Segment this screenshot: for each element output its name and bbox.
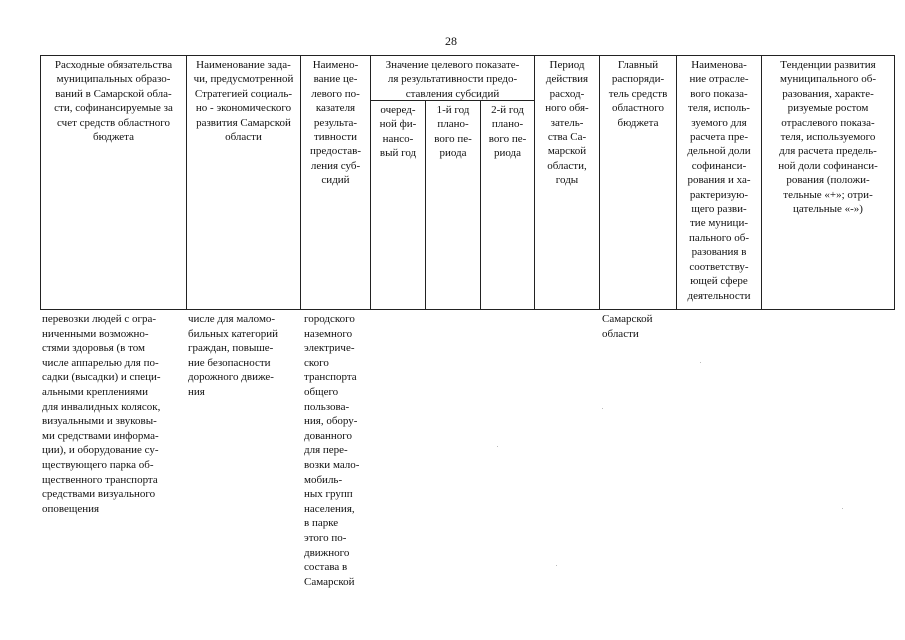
header-target-value-group: Значение целевого показате- ля результативности предо- ставления субсидий	[385, 59, 520, 100]
header-expense-obligations: Расходные обязательства муниципальных образо- ваний в Самарской обла- сти, софинансируемые за счет средств областного бюджета	[54, 59, 173, 144]
header-plan-year-2: 2-й год плано- вого пе- риода	[488, 104, 527, 160]
page-number: 28	[445, 34, 457, 48]
header-development-trends: Тенденции развития муниципального об- разования, характе- ризуемые ростом отраслевого показа- теля, используемого для расчета предель- ной доли софинанси- рования (положи- тельные «+»; отри- цательные «-»)	[778, 59, 878, 216]
header-indicator-name: Наимено- вание це- левого по- казателя результа- тивности предостав- ления суб- сидий	[309, 59, 362, 187]
header-plan-year-1: 1-й год плано- вого пе- риода	[434, 104, 472, 160]
scan-speck	[497, 446, 498, 447]
scan-speck	[700, 362, 701, 363]
scan-speck	[602, 408, 603, 409]
body-task-name: числе для маломо- бильных категорий граждан, повыше- ние безопасности дорожного движе- ния	[188, 313, 278, 398]
header-obligation-period: Период действия расход- ного обя- затель- ства Са- марской области, годы	[545, 59, 589, 187]
header-budget-manager: Главный распоряди- тель средств областного бюджета	[608, 59, 668, 129]
header-task-name: Наименование зада- чи, предусмотренной Стратегией социаль- но - экономического развития Самарской области	[193, 59, 294, 144]
scan-speck	[556, 565, 557, 566]
header-current-year: очеред- ной фи- нансо- вый год	[379, 104, 417, 160]
header-sector-indicator: Наименова- ние отрасле- вого показа- теля, исполь- зуемого для расчета пре- дельной доли софинанси- рования и ха- рактеризую- щего разви- тие муници- пального об- разования в соответству- ющей сфере деятельности	[687, 59, 751, 302]
body-indicator-name: городского наземного электриче- ского транспорта общего пользова- ния, обору- дованного для пере- возки мало- мобиль- ных групп населения, в парке этого по- движного состава в Самарской	[304, 313, 360, 588]
body-expense-obligations: перевозки людей с огра- ниченными возможно- стями здоровья (в том числе аппарелью для по- садки (высадки) и специ- альными креплениями для инвалидных колясок, визуальными и звуковы- ми средствами информа- ции), и оборудование су- ществующего парка об- щественного транспорта средствами визуального оповещения	[42, 313, 161, 515]
scan-speck	[842, 508, 843, 509]
body-budget-manager: Самарской области	[602, 313, 653, 340]
